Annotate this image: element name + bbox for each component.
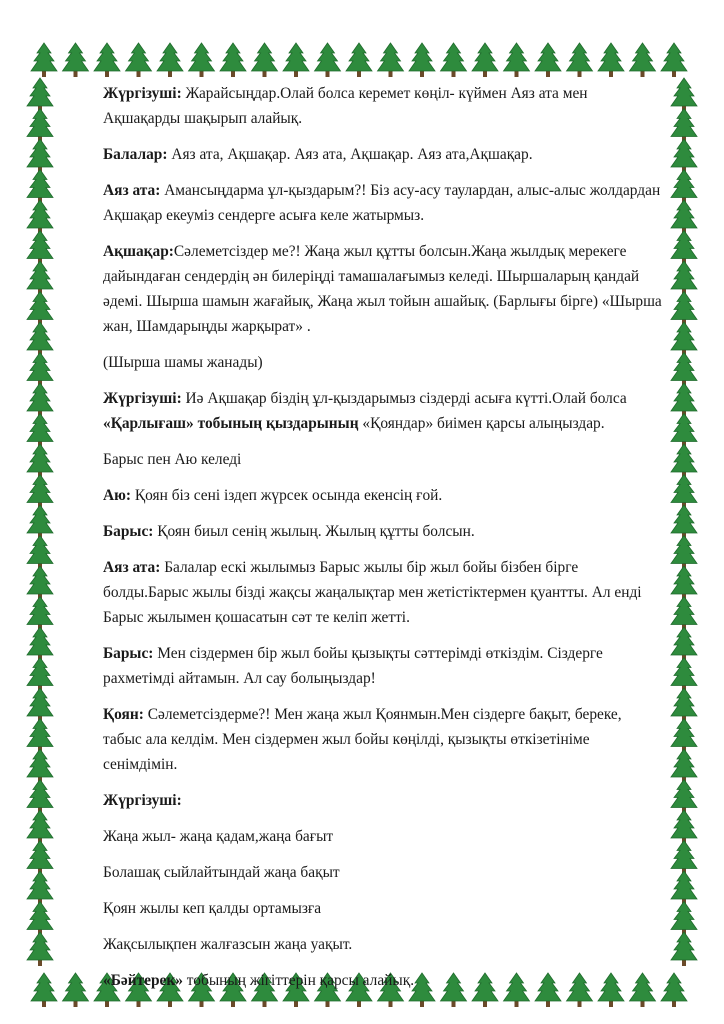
speaker-name: Жүргізуші: — [103, 390, 182, 407]
paragraph-text: Жаңа жыл- жаңа қадам,жаңа бағыт — [103, 828, 334, 845]
paragraph-text: Жарайсыңдар.Олай болса керемет көңіл- күймен Аяз ата мен Ақшақарды шақырып алайық. — [103, 85, 588, 127]
tree-icon — [671, 932, 697, 966]
tree-icon — [27, 292, 53, 326]
paragraph-text: Сәлеметсіздерме?! Мен жаңа жыл Қоянмын.Мен сіздерге бақыт, береке, табыс ала келдім. Мен сіздермен жыл бойы көңілді, қызықты өткізетініме сенімдімін. — [103, 706, 622, 773]
tree-icon — [671, 414, 697, 448]
tree-icon — [27, 810, 53, 844]
tree-icon — [27, 841, 53, 875]
tree-icon — [315, 43, 341, 77]
paragraph — [103, 447, 663, 472]
paragraph — [103, 968, 663, 993]
tree-icon — [671, 200, 697, 234]
paragraph — [103, 702, 663, 777]
paragraph-text: Жақсылықпен жалғазсын жаңа уақыт. — [103, 936, 353, 953]
paragraph — [103, 555, 663, 630]
paragraph-text: Қоян жылы кеп қалды ортамызға — [103, 900, 322, 917]
paragraph-text: Қоян біз сені іздеп жүрсек осында екенсің ғой. — [131, 487, 443, 504]
speaker-name: Барыс: — [103, 523, 154, 540]
tree-icon — [283, 43, 309, 77]
tree-icon — [27, 139, 53, 173]
tree-icon — [671, 566, 697, 600]
tree-icon — [27, 261, 53, 295]
tree-icon — [27, 505, 53, 539]
tree-icon — [671, 322, 697, 356]
tree-icon — [27, 414, 53, 448]
paragraph-text: Амансыңдарма ұл-қыздарым?! Біз асу-асу таулардан, алыс-алыс жолдардан Ақшақар екеуміз сендерге асыға келе жатырмыз. — [103, 182, 661, 224]
tree-icon — [27, 78, 53, 112]
paragraph-text: Болашақ сыйлайтындай жаңа бақыт — [103, 864, 340, 881]
paragraph — [103, 519, 663, 544]
tree-icon — [598, 43, 624, 77]
tree-icon — [671, 261, 697, 295]
tree-icon — [671, 810, 697, 844]
paragraph — [103, 178, 663, 228]
tree-icon — [27, 444, 53, 478]
tree-icon — [378, 43, 404, 77]
tree-icon — [671, 627, 697, 661]
tree-icon — [671, 170, 697, 204]
tree-icon — [63, 43, 89, 77]
paragraph — [103, 788, 663, 813]
paragraph-text: Аяз ата, Ақшақар. Аяз ата, Ақшақар. Аяз ата,Ақшақар. — [167, 146, 533, 163]
tree-icon — [27, 536, 53, 570]
tree-icon — [567, 43, 593, 77]
paragraph — [103, 483, 663, 508]
tree-icon — [27, 902, 53, 936]
tree-icon — [27, 780, 53, 814]
paragraph-text: Мен сіздермен бір жыл бойы қызықты сәттерімді өткіздім. Сіздерге рахметімді айтамын. Ал сау болыңыздар! — [103, 645, 603, 687]
tree-icon — [27, 200, 53, 234]
speaker-name: Балалар: — [103, 146, 168, 163]
speaker-name: Жүргізуші: — [103, 792, 182, 809]
tree-icon — [94, 43, 120, 77]
paragraph-text: Барыс пен Аю келеді — [103, 451, 242, 468]
paragraph-text: Сәлеметсіздер ме?! Жаңа жыл құтты болсын.Жаңа жылдық мерекеге дайындаған сендердің ән билеріңді тамашалағымыз келеді. Шыршаларың қандай әдемі. Шырша шамын жағайық, Жаңа жыл тойын ашайық. (Барлығы бірге) «Шырша жан, Шамдарыңды жарқырат» . — [103, 243, 662, 335]
tree-icon — [27, 353, 53, 387]
tree-icon — [409, 43, 435, 77]
tree-icon — [31, 973, 57, 1007]
tree-icon — [27, 475, 53, 509]
tree-icon — [27, 170, 53, 204]
tree-icon — [671, 597, 697, 631]
tree-icon — [671, 231, 697, 265]
tree-icon — [671, 871, 697, 905]
paragraph — [103, 142, 663, 167]
speaker-name: Аяз ата: — [103, 559, 161, 576]
paragraph — [103, 386, 663, 436]
paragraph — [103, 239, 663, 339]
tree-icon — [441, 43, 467, 77]
tree-icon — [671, 719, 697, 753]
paragraph-text: тобының жігіттерін қарсы алайық. — [182, 972, 415, 989]
tree-icon — [63, 973, 89, 1007]
tree-icon — [27, 231, 53, 265]
tree-icon — [671, 109, 697, 143]
speaker-name: Қоян: — [103, 706, 144, 723]
tree-icon — [671, 383, 697, 417]
tree-icon — [504, 43, 530, 77]
paragraph-text-after: «Қояндар» биімен қарсы алыңыздар. — [358, 415, 605, 432]
tree-icon — [630, 43, 656, 77]
speaker-name: Барыс: — [103, 645, 154, 662]
tree-icon — [535, 43, 561, 77]
speaker-name: Жүргізуші: — [103, 85, 182, 102]
tree-icon — [671, 688, 697, 722]
speaker-name: Ақшақар: — [103, 243, 174, 260]
tree-icon — [126, 43, 152, 77]
paragraph — [103, 350, 663, 375]
tree-icon — [671, 353, 697, 387]
paragraph — [103, 81, 663, 131]
speaker-name: Аяз ата: — [103, 182, 161, 199]
tree-icon — [31, 43, 57, 77]
tree-icon — [220, 43, 246, 77]
tree-icon — [27, 322, 53, 356]
speaker-name: «Бәйтерек» — [103, 972, 183, 989]
tree-icon — [27, 566, 53, 600]
paragraph — [103, 860, 663, 885]
tree-icon — [27, 719, 53, 753]
tree-icon — [671, 841, 697, 875]
tree-icon — [27, 627, 53, 661]
paragraph-text: Иә Ақшақар біздің ұл-қыздарымыз сіздерді асыға күтті.Олай болса — [181, 390, 627, 407]
tree-icon — [671, 749, 697, 783]
tree-icon — [27, 749, 53, 783]
tree-icon — [671, 139, 697, 173]
tree-icon — [472, 43, 498, 77]
paragraph-text: (Шырша шамы жанады) — [103, 354, 263, 371]
tree-icon — [671, 902, 697, 936]
tree-icon — [27, 597, 53, 631]
tree-icon — [671, 78, 697, 112]
tree-icon — [671, 658, 697, 692]
tree-icon — [27, 658, 53, 692]
tree-icon — [27, 109, 53, 143]
tree-icon — [189, 43, 215, 77]
paragraph-text: Қоян биыл сенің жылың. Жылың құтты болсын. — [153, 523, 475, 540]
group-name: «Қарлығаш» тобының қыздарының — [103, 415, 359, 432]
paragraph — [103, 896, 663, 921]
tree-icon — [27, 871, 53, 905]
speaker-name: Аю: — [103, 487, 132, 504]
tree-icon — [671, 444, 697, 478]
tree-icon — [671, 536, 697, 570]
paragraph — [103, 824, 663, 849]
tree-icon — [661, 973, 687, 1007]
tree-icon — [671, 505, 697, 539]
paragraph — [103, 641, 663, 691]
tree-icon — [661, 43, 687, 77]
tree-icon — [27, 383, 53, 417]
paragraph — [103, 932, 663, 957]
tree-icon — [157, 43, 183, 77]
tree-icon — [27, 932, 53, 966]
paragraph-text: Балалар ескі жылымыз Барыс жылы бір жыл бойы бізбен бірге болды.Барыс жылы бізді жақсы жаңалықтар мен жетістіктермен қуантты. Ал енді Барыс жылымен қошасатын сәт те келіп жетті. — [103, 559, 642, 626]
tree-icon — [671, 475, 697, 509]
tree-icon — [346, 43, 372, 77]
tree-icon — [671, 292, 697, 326]
tree-icon — [671, 780, 697, 814]
document-body — [103, 81, 663, 1004]
tree-icon — [252, 43, 278, 77]
tree-icon — [27, 688, 53, 722]
